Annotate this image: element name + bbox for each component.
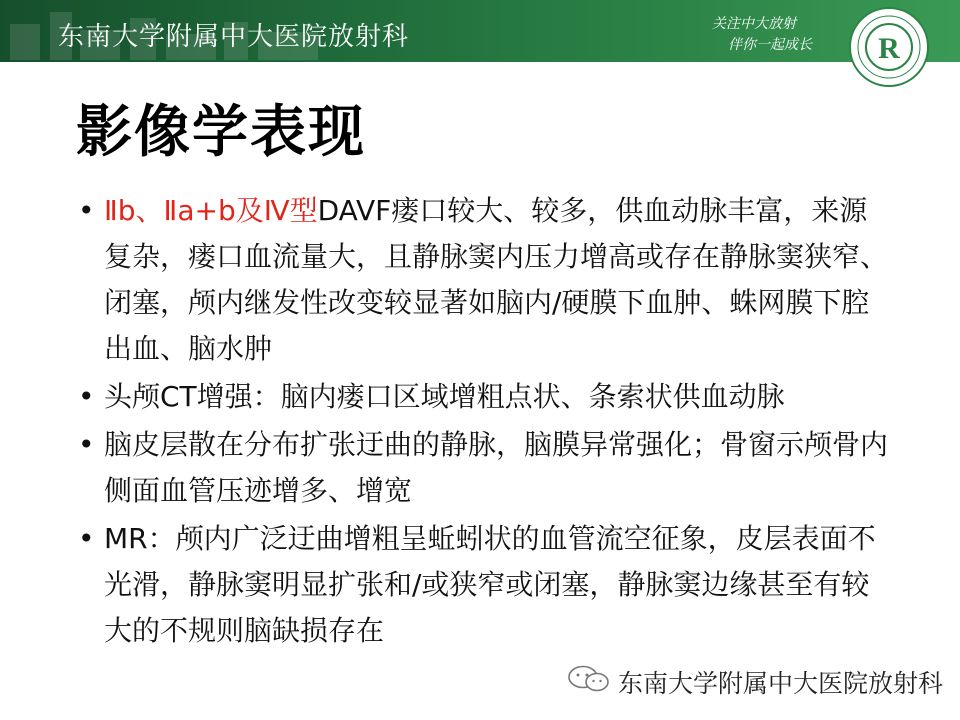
bullet-item [74,422,894,514]
header-slogan [712,14,812,56]
bullet-text: MR：颅内广泛迂曲增粗呈蚯蚓状的血管流空征象，皮层表面不光滑，静脉窦明显扩张和/或狭窄或闭塞，静脉窦边缘甚至有较大的不规则脑缺损存在 [104,522,876,647]
page-title: 影像学表现 [76,100,366,165]
watermark-text: 东南大学附属中大医院放射科 [618,669,944,698]
header-banner [0,0,960,62]
hospital-logo [848,6,930,88]
logo-letter: R [878,32,900,65]
bullet-dot-icon: • [78,428,95,461]
bullet-item [74,516,894,654]
bullet-dot-icon: • [78,194,95,227]
bullet-text: DAVF瘘口较大、较多，供血动脉丰富，来源复杂，瘘口血流量大，且静脉窦内压力增高或存在静脉窦狭窄、闭塞，颅内继发性改变较显著如脑内/硬膜下血肿、蛛网膜下腔出血、脑水肿 [104,194,889,365]
slogan-line-2: 伴你一起成长 [728,37,812,53]
bullet-dot-icon: • [78,380,95,413]
bullet-highlight: Ⅱb、Ⅱa+b及Ⅳ型 [104,194,318,227]
header-title: 东南大学附属中大医院放射科 [58,22,410,52]
wechat-icon [566,665,612,693]
bullet-item [74,188,894,372]
bullet-dot-icon: • [78,522,95,555]
bullet-item [74,374,894,420]
bullet-list [74,188,894,656]
bullet-text: 头颅CT增强：脑内瘘口区域增粗点状、条索状供血动脉 [104,380,785,413]
slogan-line-1: 关注中大放射 [712,16,796,32]
bullet-text: 脑皮层散在分布扩张迂曲的静脉，脑膜异常强化；骨窗示颅骨内侧面血管压迹增多、增宽 [104,428,889,507]
